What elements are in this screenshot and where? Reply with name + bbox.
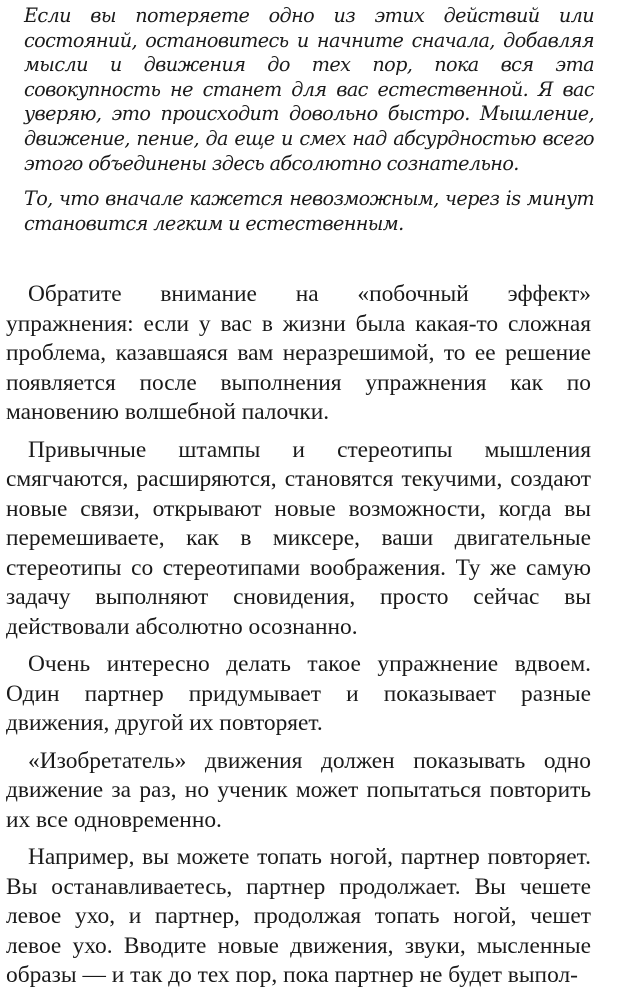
body-paragraph-3: Очень интересно делать такое упражнение вдвоем. Один партнер придумывает и показывает разные движения, другой их повторяет. <box>6 651 591 736</box>
italic-excerpt <box>24 4 594 236</box>
italic-paragraph-1: Если вы потеряете одно из этих действий или состояний, остановитесь и начните сначала, добавляя мысли и движения до тех пор, пока вся эта совокупность не станет для вас естественной. Я вас уверяю, это происходит довольно быстро. Мышление, движение, пение, да еще и смех над абсурдностью всего этого объединены здесь абсолютно сознательно. <box>24 4 594 175</box>
italic-paragraph-2: То, что вначале кажется невозможным, через is минут становится легким и естественным. <box>24 187 594 235</box>
body-paragraph-5: Например, вы можете топать ногой, партнер повторяет. Вы останавливаетесь, партнер продолжает. Вы чешете левое ухо, и партнер, продолжая топать ногой, чешет левое ухо. Вводите новые движения, звуки, мысленные образы — и так до тех пор, пока партнер не будет выпол- <box>6 844 591 988</box>
body-paragraph-2: Привычные штампы и стереотипы мышления смягчаются, расширяются, становятся текучими, создают новые связи, открывают новые возможности, когда вы перемешиваете, как в миксере, ваши двигательные стереотипы со стереотипами воображения. Ту же самую задачу выполняют сновидения, просто сейчас вы действовали абсолютно осознанно. <box>6 436 591 640</box>
body-paragraph-1: Обратите внимание на «побочный эффект» упражнения: если у вас в жизни была какая-то сложная проблема, казавшаяся вам неразрешимой, то ее решение появляется после выполнения упражнения как по мановению волшебной палочки. <box>6 281 591 425</box>
body-text <box>6 280 591 991</box>
body-paragraph-4: «Изобретатель» движения должен показывать одно движение за раз, но ученик может попытаться повторить их все одновременно. <box>6 747 591 833</box>
